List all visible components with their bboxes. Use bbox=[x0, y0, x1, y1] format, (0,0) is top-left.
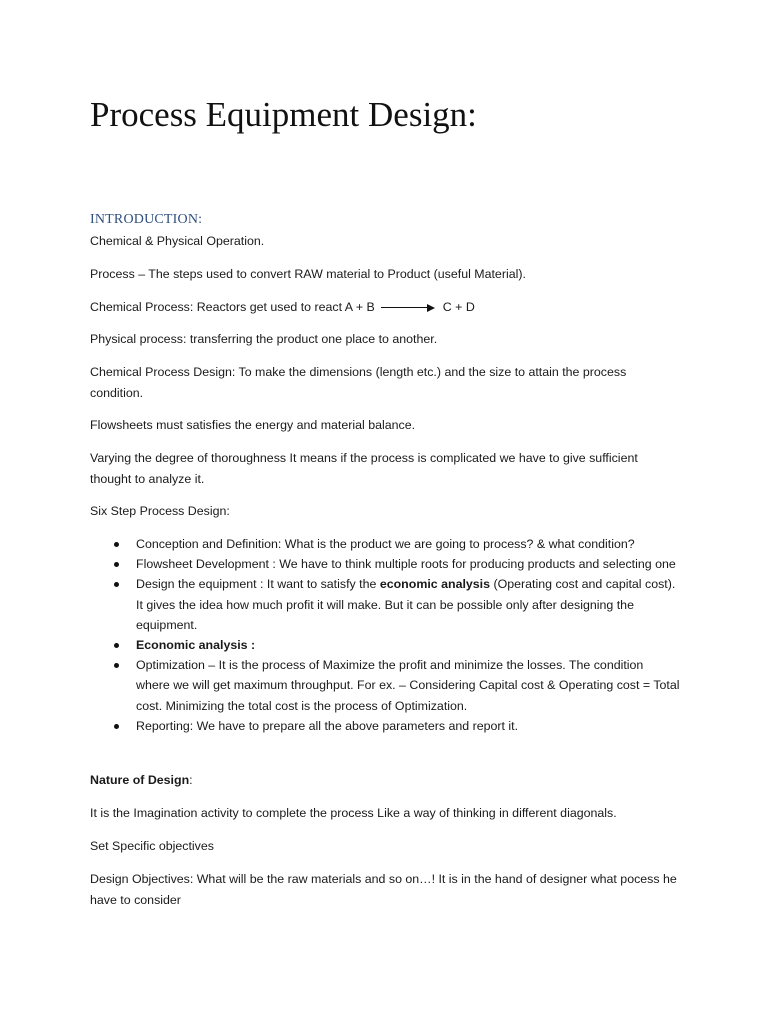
list-item bbox=[90, 574, 680, 635]
reaction-left-text: Chemical Process: Reactors get used to react A + B bbox=[90, 300, 375, 314]
list-item bbox=[90, 534, 680, 554]
bullet-icon bbox=[114, 582, 119, 587]
page-title: Process Equipment Design: bbox=[90, 95, 477, 134]
nature-of-design-heading bbox=[90, 770, 680, 791]
nature-heading-bold: Nature of Design bbox=[90, 773, 190, 787]
paragraph-chemical-process-design: Chemical Process Design: To make the dimensions (length etc.) and the size to attain the process condition. bbox=[90, 365, 627, 400]
nature-heading-colon: : bbox=[189, 773, 193, 787]
paragraph-imagination: It is the Imagination activity to complete the process Like a way of thinking in different diagonals. bbox=[90, 806, 617, 820]
six-step-list bbox=[90, 534, 680, 736]
right-arrow-icon bbox=[381, 303, 435, 313]
paragraph-specific-objectives: Set Specific objectives bbox=[90, 839, 214, 853]
reaction-right-text: C + D bbox=[442, 300, 475, 314]
list-item bbox=[90, 716, 680, 736]
paragraph-design-objectives: Design Objectives: What will be the raw materials and so on…! It is in the hand of designer what pocess he have to consider bbox=[90, 872, 677, 907]
list-item-text: Flowsheet Development : We have to think multiple roots for producing products and selecting one bbox=[136, 557, 676, 572]
list-item bbox=[90, 635, 680, 655]
bullet-icon bbox=[114, 562, 119, 567]
list-item-text: Reporting: We have to prepare all the above parameters and report it. bbox=[136, 718, 519, 733]
bullet-icon bbox=[114, 663, 119, 668]
paragraph-physical-process: Physical process: transferring the product one place to another. bbox=[90, 332, 438, 346]
introduction-heading: INTRODUCTION: bbox=[90, 212, 203, 227]
list-item-text: Optimization – It is the process of Maximize the profit and minimize the losses. The condition where we will get maximum throughput. For ex. – Considering Capital cost & Operating cost = Total cost. Minimizing the total cost is the process of Optimization. bbox=[136, 658, 680, 713]
list-item-text-post: (Operating cost and capital cost). It gives the idea how much profit it will make. But it can be possible only after designing the equipment. bbox=[136, 577, 676, 632]
bullet-icon bbox=[114, 542, 119, 547]
paragraph-six-step: Six Step Process Design: bbox=[90, 504, 230, 518]
bullet-icon bbox=[114, 724, 119, 729]
list-item-text-bold: economic analysis bbox=[379, 577, 491, 592]
list-item bbox=[90, 554, 680, 574]
paragraph-thoroughness: Varying the degree of thoroughness It means if the process is complicated we have to give sufficient thought to analyze it. bbox=[90, 451, 638, 486]
bullet-icon bbox=[114, 643, 119, 648]
list-item-text-bold: Economic analysis : bbox=[136, 638, 256, 653]
paragraph-process-definition: Process – The steps used to convert RAW material to Product (useful Material). bbox=[90, 267, 526, 281]
paragraph-chemical-process bbox=[90, 297, 680, 318]
list-item-text-pre: Design the equipment : It want to satisfy the bbox=[136, 577, 380, 592]
list-item-text: Conception and Definition: What is the product we are going to process? & what condition? bbox=[136, 537, 635, 551]
paragraph-flowsheets: Flowsheets must satisfies the energy and material balance. bbox=[90, 418, 416, 432]
list-item bbox=[90, 655, 680, 716]
paragraph-operations: Chemical & Physical Operation. bbox=[90, 234, 265, 248]
